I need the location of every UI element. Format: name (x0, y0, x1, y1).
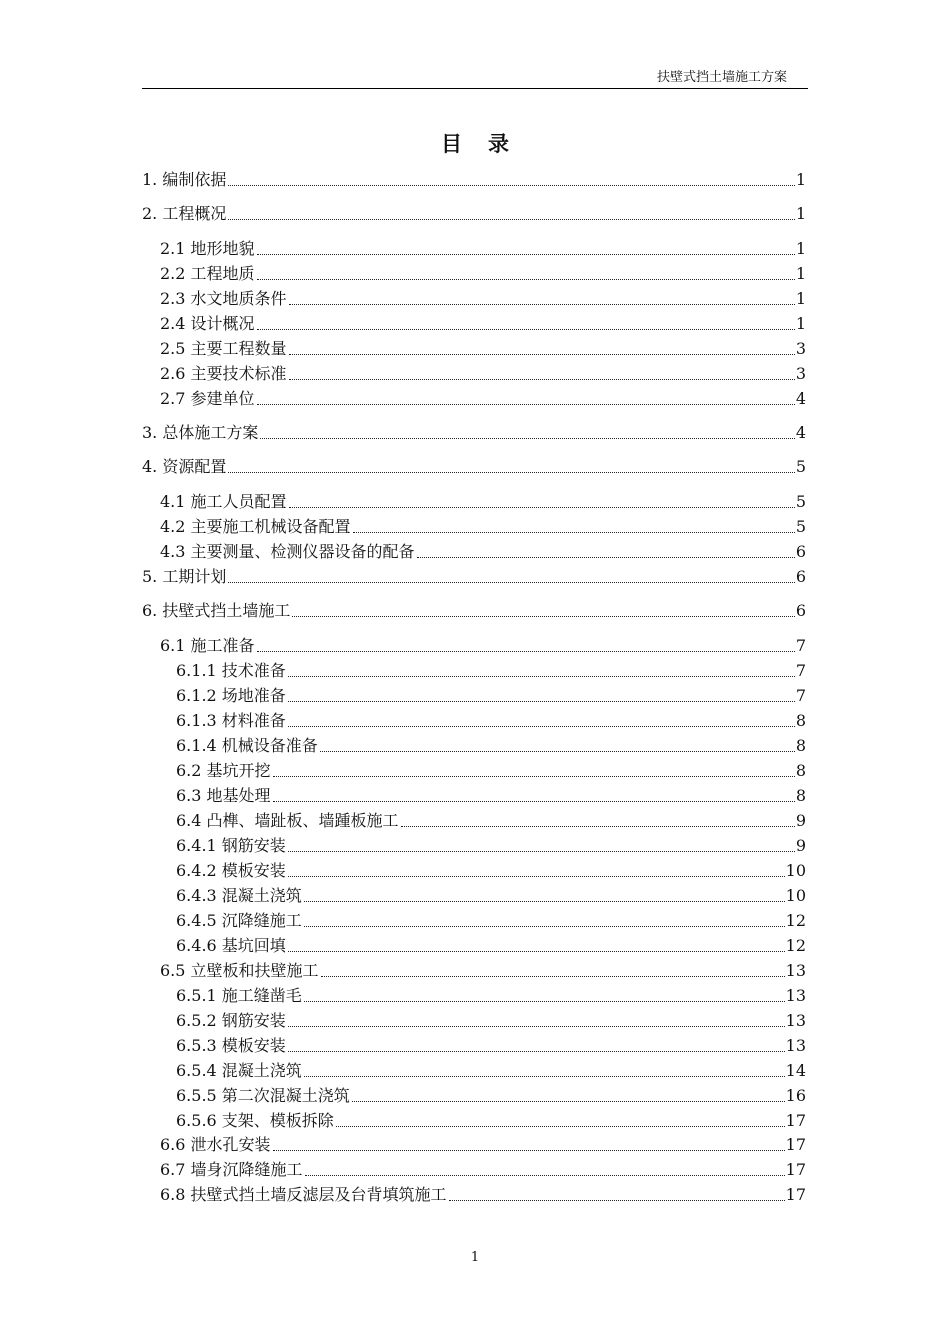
toc-entry (176, 1060, 806, 1082)
toc-entry-page: 6 (795, 567, 806, 586)
toc-entry-label: 4.2 主要施工机械设备配置 (160, 517, 351, 536)
toc-entry (176, 1035, 806, 1057)
toc-entry-label: 6.1 施工准备 (160, 636, 255, 655)
toc-entry (176, 710, 806, 732)
toc-entry-label: 4. 资源配置 (142, 457, 227, 476)
toc-entry (176, 1110, 806, 1132)
toc-entry-page: 10 (785, 886, 806, 905)
toc-entry (176, 1085, 806, 1107)
toc-entry-page: 1 (795, 314, 806, 333)
toc-entry (160, 238, 806, 260)
toc-entry-label: 6. 扶壁式挡土墙施工 (142, 601, 291, 620)
toc-entry-label: 2.5 主要工程数量 (160, 339, 287, 358)
toc-entry-label: 6.2 基坑开挖 (176, 761, 271, 780)
toc-entry-page: 17 (785, 1185, 806, 1204)
toc-dot-leader (289, 379, 795, 380)
toc-entry-label: 2.4 设计概况 (160, 314, 255, 333)
toc-entry (176, 935, 806, 957)
toc-entry (142, 169, 806, 191)
toc-entry-label: 2.1 地形地貌 (160, 239, 255, 258)
toc-entry (142, 422, 806, 444)
toc-entry-page: 7 (795, 636, 806, 655)
toc-dot-leader (304, 1076, 785, 1077)
toc-entry (160, 1184, 806, 1206)
toc-dot-leader (257, 404, 795, 405)
toc-dot-leader (228, 472, 794, 473)
toc-entry-page: 3 (795, 339, 806, 358)
toc-entry-label: 2. 工程概况 (142, 204, 227, 223)
toc-entry-label: 5. 工期计划 (142, 567, 227, 586)
toc-entry (176, 685, 806, 707)
toc-entry-label: 2.2 工程地质 (160, 264, 255, 283)
toc-dot-leader (288, 851, 795, 852)
toc-entry (176, 985, 806, 1007)
toc-dot-leader (288, 701, 795, 702)
toc-entry-label: 6.3 地基处理 (176, 786, 271, 805)
toc-entry-label: 6.4.6 基坑回填 (176, 936, 286, 955)
toc-entry-page: 1 (795, 204, 806, 223)
toc-entry (142, 600, 806, 622)
toc-dot-leader (304, 1001, 785, 1002)
toc-dot-leader (288, 1051, 785, 1052)
toc-dot-leader (288, 676, 795, 677)
toc-dot-leader (288, 876, 785, 877)
toc-entry-page: 10 (785, 861, 806, 880)
toc-dot-leader (304, 926, 785, 927)
toc-entry (160, 1134, 806, 1156)
toc-dot-leader (273, 776, 795, 777)
toc-entry-page: 4 (795, 389, 806, 408)
toc-entry-label: 6.5.4 混凝土浇筑 (176, 1061, 302, 1080)
toc-entry (176, 885, 806, 907)
toc-dot-leader (260, 438, 794, 439)
toc-entry-page: 4 (795, 423, 806, 442)
toc-entry-label: 2.7 参建单位 (160, 389, 255, 408)
toc-entry (160, 960, 806, 982)
toc-entry-page: 17 (785, 1135, 806, 1154)
toc-dot-leader (336, 1126, 785, 1127)
toc-entry-page: 8 (795, 761, 806, 780)
toc-entry-page: 9 (795, 836, 806, 855)
toc-entry (160, 388, 806, 410)
toc-entry-page: 5 (795, 492, 806, 511)
toc-dot-leader (320, 751, 795, 752)
toc-entry-page: 12 (785, 911, 806, 930)
toc-dot-leader (288, 1026, 785, 1027)
toc-entry-page: 9 (795, 811, 806, 830)
toc-entry-page: 13 (785, 1011, 806, 1030)
toc-entry-label: 6.5.6 支架、模板拆除 (176, 1111, 334, 1130)
toc-dot-leader (273, 1150, 785, 1151)
toc-entry (176, 735, 806, 757)
toc-dot-leader (228, 185, 794, 186)
toc-dot-leader (257, 329, 795, 330)
toc-entry-label: 4.1 施工人员配置 (160, 492, 287, 511)
toc-entry (176, 835, 806, 857)
toc-entry-page: 3 (795, 364, 806, 383)
toc-dot-leader (304, 901, 785, 902)
toc-dot-leader (228, 582, 794, 583)
toc-entry-page: 8 (795, 736, 806, 755)
toc-entry (160, 1159, 806, 1181)
toc-entry-page: 1 (795, 170, 806, 189)
toc-entry-label: 1. 编制依据 (142, 170, 227, 189)
toc-entry-label: 3. 总体施工方案 (142, 423, 259, 442)
toc-entry-page: 16 (785, 1086, 806, 1105)
toc-entry (176, 660, 806, 682)
toc-entry-page: 1 (795, 264, 806, 283)
toc-dot-leader (273, 801, 795, 802)
toc-entry (160, 516, 806, 538)
toc-dot-leader (257, 279, 795, 280)
toc-entry (160, 263, 806, 285)
toc-entry (160, 313, 806, 335)
toc-entry (142, 203, 806, 225)
toc-entry (160, 338, 806, 360)
toc-dot-leader (257, 651, 795, 652)
toc-entry-label: 6.7 墙身沉降缝施工 (160, 1160, 303, 1179)
header-rule (142, 88, 808, 89)
toc-entry (176, 785, 806, 807)
toc-entry-page: 13 (785, 961, 806, 980)
toc-dot-leader (353, 532, 795, 533)
toc-entry-page: 5 (795, 457, 806, 476)
toc-dot-leader (289, 304, 795, 305)
toc-entry (142, 566, 806, 588)
toc-dot-leader (292, 616, 794, 617)
toc-entry-page: 1 (795, 239, 806, 258)
header-title: 扶壁式挡土墙施工方案 (656, 70, 787, 85)
toc-entry-label: 2.6 主要技术标准 (160, 364, 287, 383)
toc-dot-leader (321, 976, 785, 977)
toc-dot-leader (257, 254, 795, 255)
toc-dot-leader (288, 951, 785, 952)
toc-entry (160, 635, 806, 657)
toc-entry-page: 14 (785, 1061, 806, 1080)
toc-entry (160, 491, 806, 513)
toc-entry-page: 17 (785, 1111, 806, 1130)
toc-entry-label: 2.3 水文地质条件 (160, 289, 287, 308)
toc-entry-page: 12 (785, 936, 806, 955)
toc-entry (176, 1010, 806, 1032)
toc-entry-label: 6.1.4 机械设备准备 (176, 736, 318, 755)
toc-entry-label: 6.4.2 模板安装 (176, 861, 286, 880)
toc-entry-label: 6.5.3 模板安装 (176, 1036, 286, 1055)
toc-entry-label: 6.4.1 钢筋安装 (176, 836, 286, 855)
toc-entry-page: 6 (795, 542, 806, 561)
toc-entry-label: 6.1.2 场地准备 (176, 686, 286, 705)
toc-entry-label: 6.5.5 第二次混凝土浇筑 (176, 1086, 350, 1105)
toc-entry-label: 6.4.3 混凝土浇筑 (176, 886, 302, 905)
toc-dot-leader (449, 1200, 785, 1201)
toc-dot-leader (417, 557, 795, 558)
toc-entry-page: 8 (795, 711, 806, 730)
toc-dot-leader (352, 1101, 785, 1102)
toc-entry-label: 6.1.1 技术准备 (176, 661, 286, 680)
toc-entry-label: 6.1.3 材料准备 (176, 711, 286, 730)
toc-entry-label: 6.5.2 钢筋安装 (176, 1011, 286, 1030)
toc-entry (160, 363, 806, 385)
toc-entry (142, 456, 806, 478)
toc-entry-label: 6.4.5 沉降缝施工 (176, 911, 302, 930)
toc-dot-leader (289, 354, 795, 355)
toc-entry-label: 6.4 凸榫、墙趾板、墙踵板施工 (176, 811, 399, 830)
toc-entry-page: 13 (785, 986, 806, 1005)
toc-entry-label: 6.6 泄水孔安装 (160, 1135, 271, 1154)
toc-entry-page: 1 (795, 289, 806, 308)
toc-dot-leader (228, 219, 794, 220)
toc-entry-page: 13 (785, 1036, 806, 1055)
toc-entry-label: 6.5.1 施工缝凿毛 (176, 986, 302, 1005)
toc-entry (176, 810, 806, 832)
toc-entry-page: 7 (795, 661, 806, 680)
toc-dot-leader (401, 826, 795, 827)
toc-entry-page: 8 (795, 786, 806, 805)
toc-entry-page: 7 (795, 686, 806, 705)
toc-entry (160, 541, 806, 563)
toc-entry-page: 17 (785, 1160, 806, 1179)
toc-title: 目录 (441, 131, 535, 156)
toc-entry (160, 288, 806, 310)
toc-entry (176, 760, 806, 782)
toc-dot-leader (289, 507, 795, 508)
toc-entry (176, 910, 806, 932)
toc-entry-label: 4.3 主要测量、检测仪器设备的配备 (160, 542, 415, 561)
toc-dot-leader (305, 1175, 785, 1176)
page-number: 1 (470, 1250, 480, 1265)
toc-entry-page: 6 (795, 601, 806, 620)
toc-entry-label: 6.5 立壁板和扶壁施工 (160, 961, 319, 980)
toc-dot-leader (288, 726, 795, 727)
toc-entry-page: 5 (795, 517, 806, 536)
toc-entry-label: 6.8 扶壁式挡土墙反滤层及台背填筑施工 (160, 1185, 447, 1204)
toc-entry (176, 860, 806, 882)
